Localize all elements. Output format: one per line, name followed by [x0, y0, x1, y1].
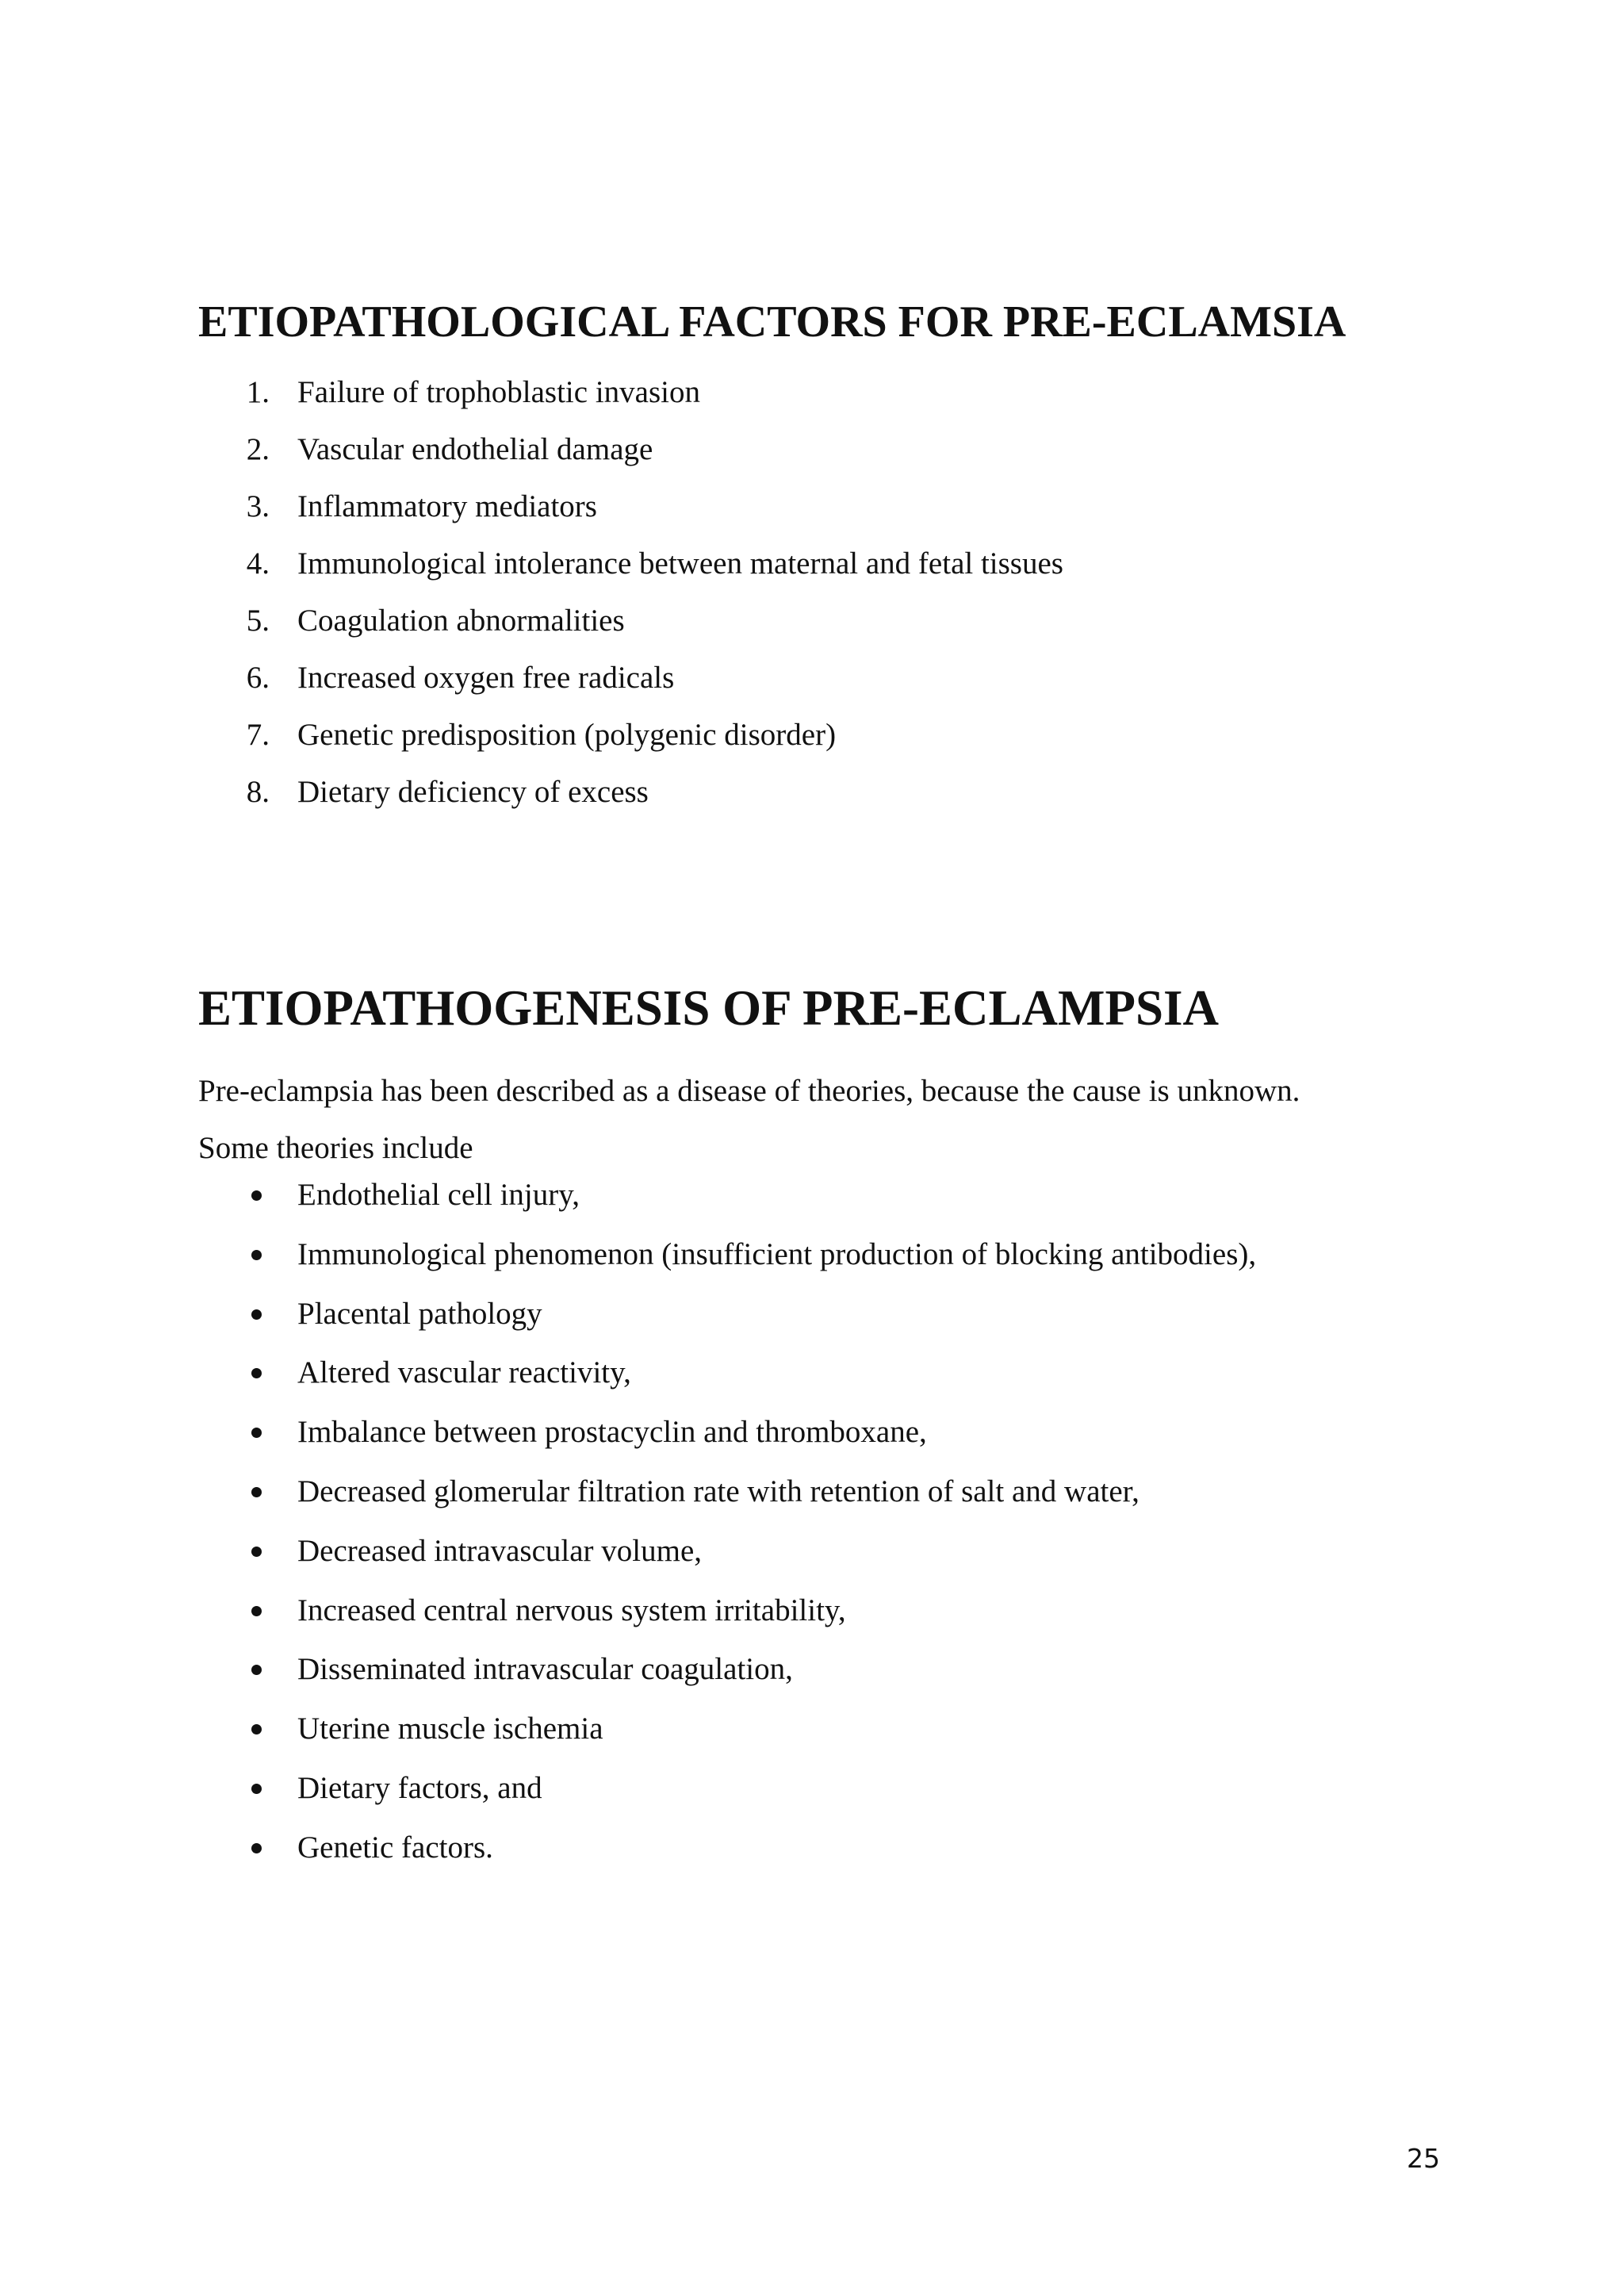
list-item-number: 3. — [246, 489, 270, 523]
list-item-text: Immunological phenomenon (insufficient production of blocking antibodies), — [297, 1236, 1257, 1271]
list-item-text: Increased oxygen free radicals — [297, 661, 675, 695]
list-item-text: Inflammatory mediators — [297, 489, 597, 523]
list-item-text: Imbalance between prostacyclin and thromboxane, — [297, 1415, 927, 1450]
bullet-icon — [251, 1309, 262, 1320]
list-item-text: Endothelial cell injury, — [297, 1178, 580, 1212]
list-item-number: 8. — [246, 775, 270, 809]
list-item-text: Uterine muscle ischemia — [297, 1711, 603, 1746]
bullet-icon — [251, 1547, 262, 1557]
list-item-text: Placental pathology — [297, 1296, 542, 1331]
list-item-number: 6. — [246, 661, 270, 695]
list-item-text: Dietary factors, and — [297, 1770, 542, 1805]
section-heading-etiopathological-factors: ETIOPATHOLOGICAL FACTORS FOR PRE-ECLAMSIA — [198, 297, 1346, 347]
list-item-text: Failure of trophoblastic invasion — [297, 375, 700, 409]
list-item-number: 5. — [246, 604, 270, 638]
section-heading-etiopathogenesis: ETIOPATHOGENESIS OF PRE-ECLAMPSIA — [198, 980, 1220, 1036]
bullet-icon — [251, 1843, 262, 1853]
bullet-icon — [251, 1368, 262, 1378]
list-item-number: 2. — [246, 432, 270, 466]
list-item-text: Dietary deficiency of excess — [297, 775, 649, 809]
list-item-text: Decreased glomerular filtration rate with retention of salt and water, — [297, 1474, 1139, 1508]
bullet-icon — [251, 1428, 262, 1438]
list-item-number: 1. — [246, 375, 270, 409]
bullet-icon — [251, 1190, 262, 1201]
page-number: 25 — [1407, 2143, 1440, 2174]
list-item-text: Coagulation abnormalities — [297, 604, 625, 638]
list-item-text: Increased central nervous system irritability, — [297, 1593, 846, 1627]
list-item-text: Genetic factors. — [297, 1830, 493, 1865]
list-item-text: Disseminated intravascular coagulation, — [297, 1652, 793, 1687]
intro-line-2: Some theories include — [198, 1131, 473, 1165]
bullet-icon — [251, 1250, 262, 1260]
bullet-icon — [251, 1784, 262, 1794]
intro-paragraph — [198, 1063, 1300, 1177]
bullet-icon — [251, 1724, 262, 1734]
list-item-text: Genetic predisposition (polygenic disorder) — [297, 718, 837, 752]
intro-line-1: Pre-eclampsia has been described as a disease of theories, because the cause is unknown. — [198, 1074, 1300, 1108]
bullet-icon — [251, 1606, 262, 1616]
list-item-text: Vascular endothelial damage — [297, 432, 653, 466]
list-item-text: Decreased intravascular volume, — [297, 1533, 703, 1568]
list-item-number: 4. — [246, 546, 270, 581]
list-item-text: Altered vascular reactivity, — [297, 1355, 631, 1390]
list-item-number: 7. — [246, 718, 270, 752]
bullet-icon — [251, 1487, 262, 1497]
list-item-text: Immunological intolerance between maternal and fetal tissues — [297, 546, 1063, 581]
bullet-icon — [251, 1665, 262, 1675]
